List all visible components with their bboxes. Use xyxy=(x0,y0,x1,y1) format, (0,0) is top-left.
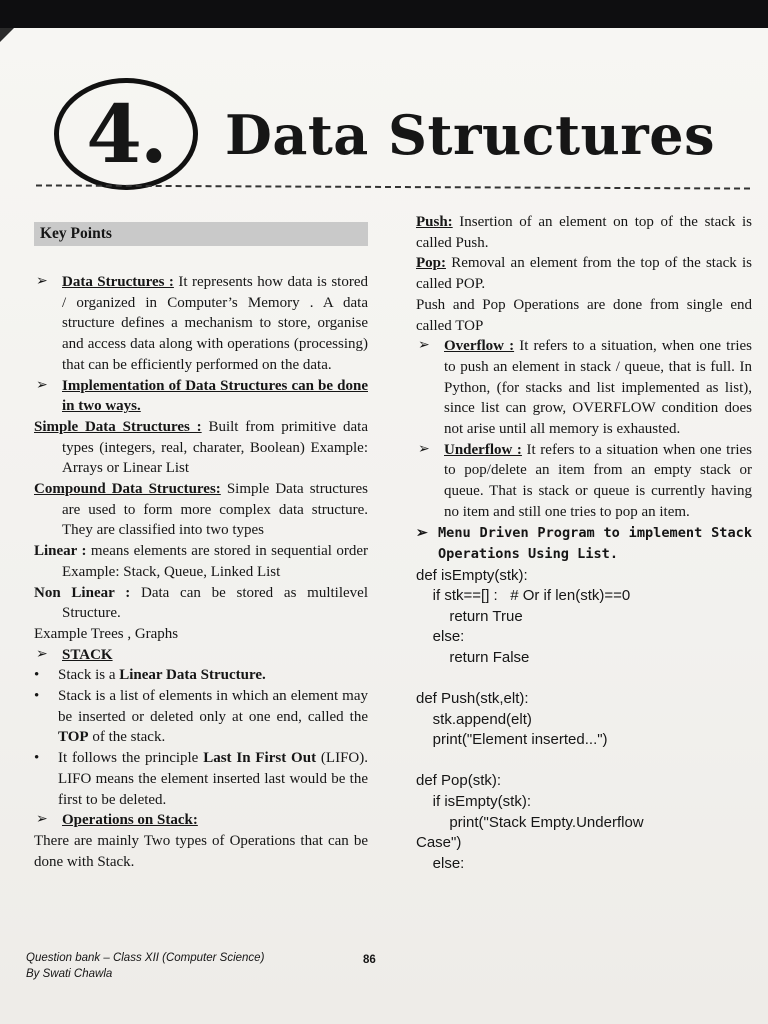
simple-data-structures xyxy=(34,417,368,479)
push-text: Insertion of an element on top of the stack is called Push. xyxy=(416,214,752,251)
compound-data-structures xyxy=(34,479,368,541)
menu-heading-text: Menu Driven Program to implement Stack Operations Using List. xyxy=(438,524,752,562)
stack-code-listing: def isEmpty(stk): if stk==[] : # Or if len(stk)==0 return True else: return False def Push(stk,elt): stk.append(elt) print("Element inserted...") def Pop(stk): if isEmpty(stk): print("Stack Empty.Underflow Case") else: xyxy=(416,566,644,872)
operations-heading: Operations on Stack: xyxy=(62,812,198,829)
page-number: 86 xyxy=(363,954,376,966)
stack-bullet xyxy=(34,686,368,748)
compound-term: Compound Data Structures: xyxy=(34,481,221,498)
footer-line-2: By Swati Chawla xyxy=(26,968,113,980)
bullet-text: Stack is a xyxy=(58,667,120,684)
stack-bullet xyxy=(34,665,368,686)
bullet-text: Stack is a list of elements in which an element may be inserted or deleted only at one end, called the xyxy=(58,688,368,725)
bullet-icon: • xyxy=(34,688,40,705)
implementation-item xyxy=(34,376,368,417)
bullet-bold: Last In First Out xyxy=(203,750,317,767)
bullet-text: of the stack. xyxy=(88,729,166,746)
linear-term: Linear : xyxy=(34,543,87,560)
underflow-definition xyxy=(416,440,752,523)
pop-text: Removal an element from the top of the stack is called POP. xyxy=(416,255,752,293)
data-structures-term: Data Structures : xyxy=(62,274,174,290)
push-pop-note: Push and Pop Operations are done from single end called TOP xyxy=(416,296,752,334)
right-column xyxy=(416,212,752,874)
scan-top-edge xyxy=(0,0,768,28)
bullet-bold: Linear Data Structure. xyxy=(119,667,266,684)
underflow-text: It refers to a situation when one tries to pop/delete an item from an empty stack or queue. That is stack or queue is currently having no item and still one tries to pop an item. xyxy=(444,441,753,520)
stack-heading-item xyxy=(34,645,368,666)
chapter-number-circle xyxy=(54,78,198,190)
arrow-bullet-icon: ➢ xyxy=(36,274,48,289)
arrow-bullet-icon: ➢ xyxy=(416,525,428,541)
bullet-text: It follows the principle xyxy=(58,750,204,767)
stack-heading: STACK xyxy=(62,646,113,663)
data-structures-definition xyxy=(34,272,368,376)
simple-text: Built from primitive data types (integers, real, charater, Boolean) Example: Arrays or Linear List xyxy=(62,418,369,477)
arrow-bullet-icon: ➢ xyxy=(36,377,48,393)
key-points-heading: Key Points xyxy=(34,222,368,246)
compound-text: Simple Data structures are used to form more complex data structure. They are classified into two types xyxy=(62,481,369,539)
push-definition xyxy=(416,212,752,253)
linear-text: means elements are stored in sequential order Example: Stack, Queue, Linked List xyxy=(62,543,369,580)
bullet-icon: • xyxy=(34,750,40,767)
chapter-number: 4. xyxy=(86,87,166,181)
overflow-definition xyxy=(416,336,752,440)
linear-definition xyxy=(34,541,368,582)
bullet-text: (LIFO). LIFO means the element inserted last would be the first to be deleted. xyxy=(58,750,368,808)
bullet-bold: TOP xyxy=(58,729,89,746)
implementation-heading: Implementation of Data Structures can be done in two ways. xyxy=(62,377,368,415)
arrow-bullet-icon: ➢ xyxy=(36,812,48,828)
menu-program-heading xyxy=(416,523,752,565)
left-column xyxy=(34,222,368,872)
overflow-text: It refers to a situation, when one tries to push an element in stack / queue, that is full. In Python, (for stacks and list implemented as list), since list can grow, OVERFLOW condition does not arise until all memory is exhausted. xyxy=(444,338,752,438)
operations-text: There are mainly Two types of Operations that can be done with Stack. xyxy=(34,832,368,870)
footer-line-1: Question bank – Class XII (Computer Science) xyxy=(26,952,265,964)
arrow-bullet-icon: ➢ xyxy=(418,338,430,354)
overflow-term: Overflow : xyxy=(444,338,515,355)
bullet-icon: • xyxy=(34,667,40,684)
nonlinear-term: Non Linear : xyxy=(34,584,131,601)
operations-heading-item xyxy=(34,810,368,831)
footer-credit xyxy=(26,950,264,982)
underflow-term: Underflow : xyxy=(444,441,522,458)
arrow-bullet-icon: ➢ xyxy=(36,646,48,662)
nonlinear-text: Data can be stored as multilevel Structure. xyxy=(62,584,368,622)
arrow-bullet-icon: ➢ xyxy=(418,441,430,457)
stack-bullet xyxy=(34,748,368,810)
nonlinear-definition xyxy=(34,583,368,624)
simple-term: Simple Data Structures : xyxy=(34,418,202,435)
example-trees: Example Trees , Graphs xyxy=(34,625,179,642)
data-structures-text: It represents how data is stored / organized in Computer’s Memory . A data structure defines a mechanism to store, organise and access data along with operations (processing) that can be efficiently performed on the data. xyxy=(62,274,368,373)
pop-definition xyxy=(416,253,752,294)
chapter-title: Data Structures xyxy=(225,103,715,167)
pop-term: Pop: xyxy=(416,255,446,272)
push-term: Push: xyxy=(416,214,453,230)
